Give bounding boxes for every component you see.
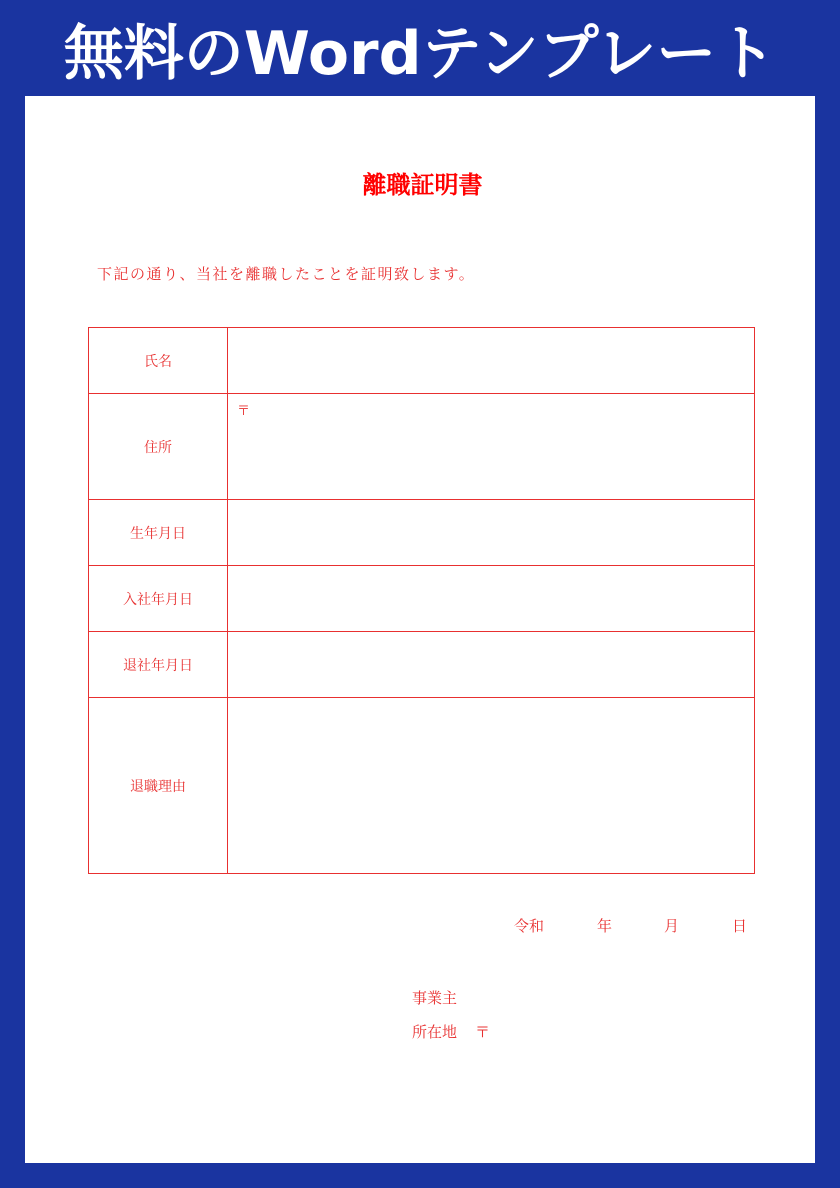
banner-title: 無料のWordテンプレート — [63, 19, 777, 89]
field-reason[interactable] — [228, 698, 755, 874]
field-join-date[interactable] — [228, 566, 755, 632]
date-month: 月 — [664, 917, 680, 935]
field-address[interactable] — [228, 394, 755, 500]
table-row — [89, 632, 755, 698]
intro-text: 下記の通り、当社を離職したことを証明致します。 — [97, 265, 476, 283]
field-leave-date[interactable] — [228, 632, 755, 698]
date-day: 日 — [732, 917, 748, 935]
label-address: 住所 — [89, 394, 228, 500]
label-reason: 退職理由 — [89, 698, 228, 874]
certificate-table — [88, 327, 755, 874]
document-title: 離職証明書 — [362, 171, 483, 199]
label-name: 氏名 — [89, 328, 228, 394]
field-name[interactable] — [228, 328, 755, 394]
table-row — [89, 394, 755, 500]
address-label: 所在地 — [412, 1023, 458, 1041]
table-row — [89, 500, 755, 566]
employer-address — [412, 1020, 490, 1044]
document-sheet — [25, 96, 815, 1163]
date-year: 年 — [597, 917, 613, 935]
table-row — [89, 698, 755, 874]
label-birthdate: 生年月日 — [89, 500, 228, 566]
label-join-date: 入社年月日 — [89, 566, 228, 632]
employer-label: 事業主 — [412, 989, 458, 1007]
table-row — [89, 328, 755, 394]
date-era: 令和 — [514, 917, 545, 935]
label-leave-date: 退社年月日 — [89, 632, 228, 698]
table-row — [89, 566, 755, 632]
postal-mark: 〒 — [237, 404, 251, 419]
field-birthdate[interactable] — [228, 500, 755, 566]
address-postal-mark: 〒 — [475, 1023, 491, 1041]
